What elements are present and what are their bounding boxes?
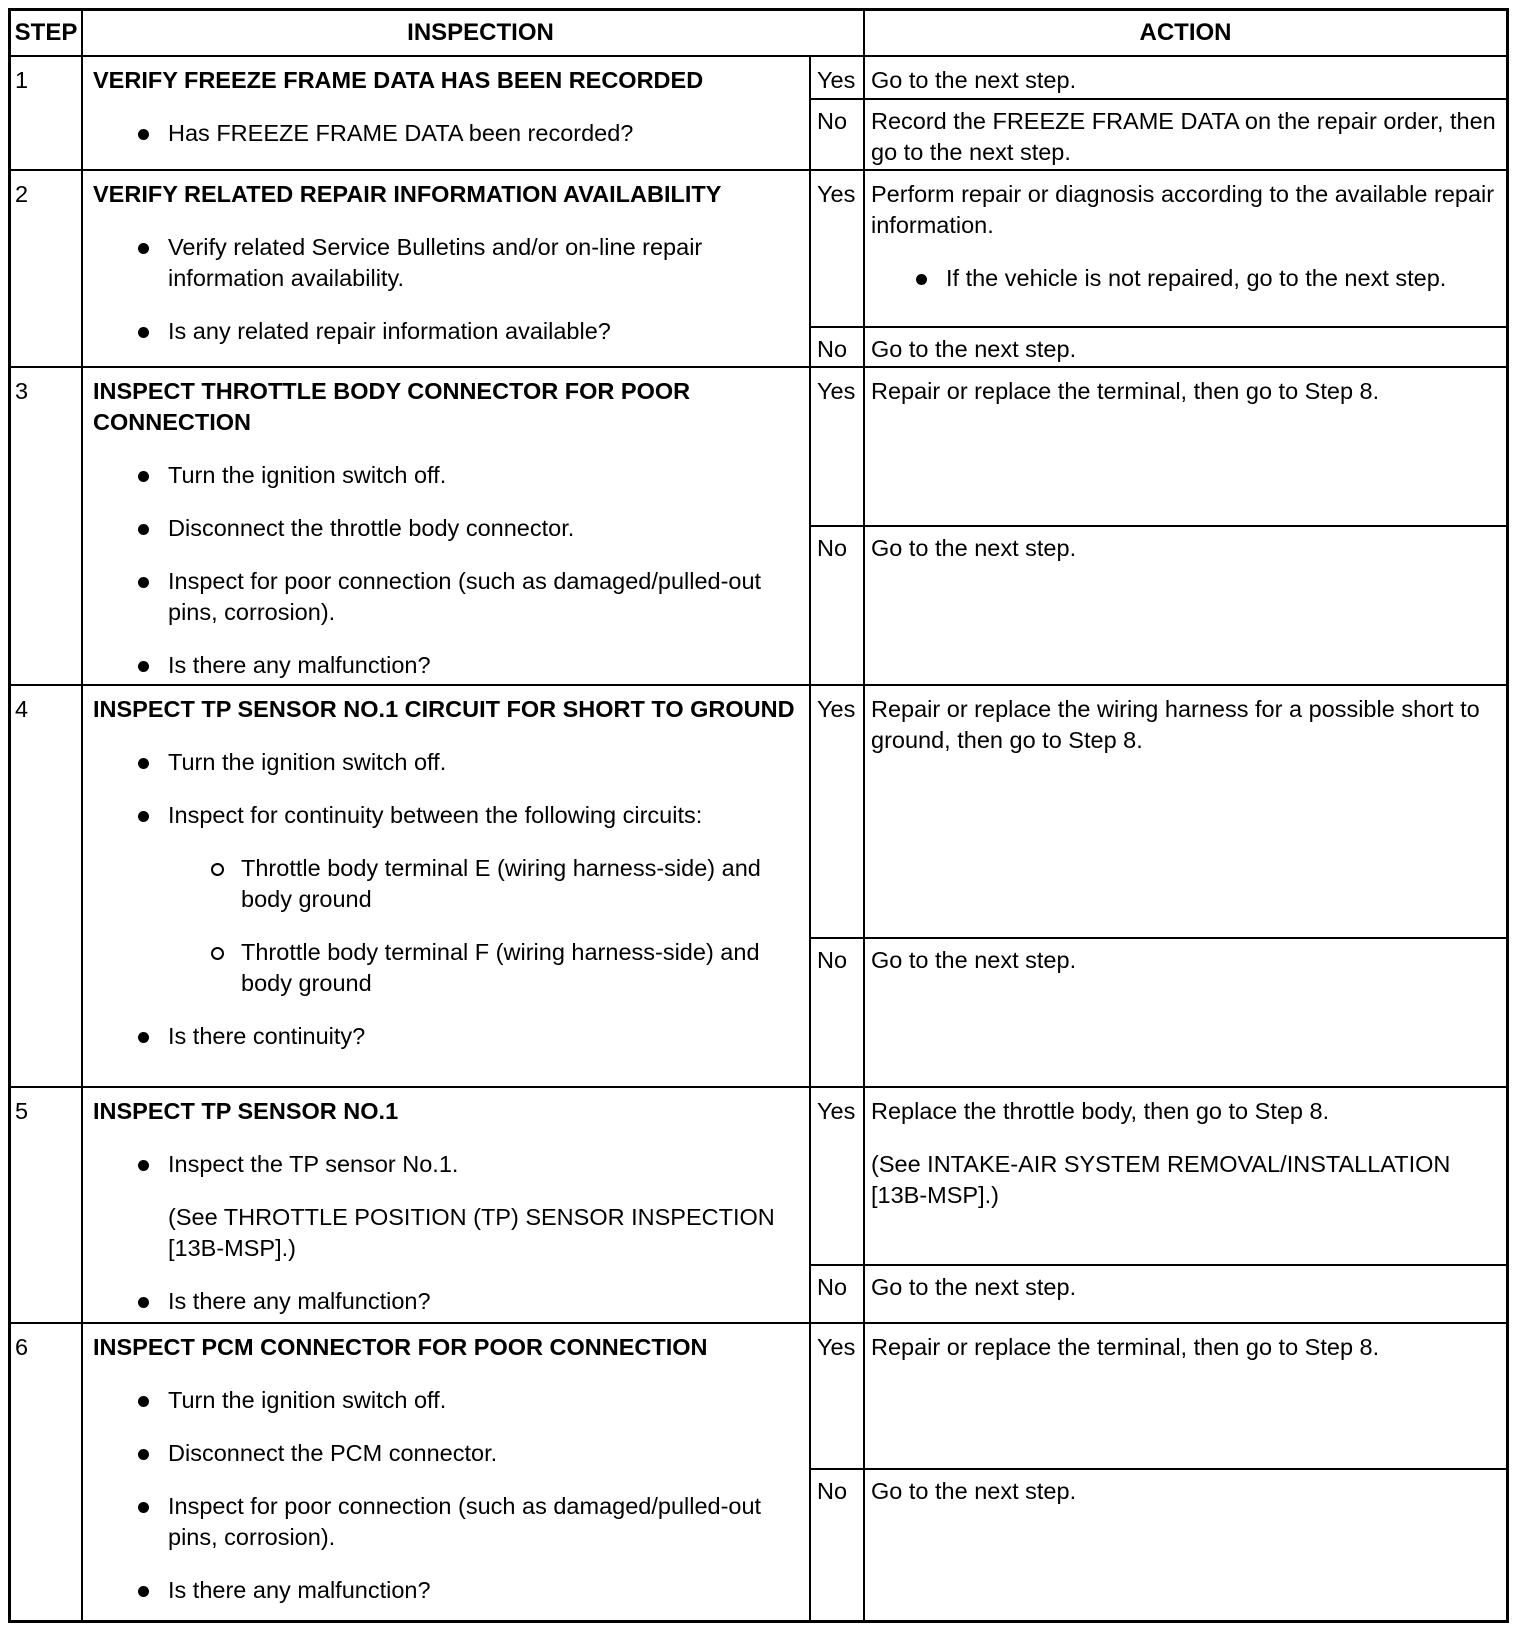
inspection-bullet: Has FREEZE FRAME DATA been recorded? (93, 118, 803, 149)
inspection-bullet: Is there any malfunction? (93, 1286, 803, 1317)
table-row (11, 684, 1506, 1086)
yes-action: Go to the next step. (871, 67, 1077, 93)
bullet-dot-icon (138, 1502, 149, 1513)
inspection-bullet: Turn the ignition switch off. (93, 460, 803, 491)
inspection-bullet: Inspect for poor connection (such as damaged/pulled-out pins, corrosion). (93, 1491, 803, 1553)
yes-label: Yes (817, 1334, 856, 1360)
bullet-ring-icon (211, 863, 224, 876)
yes-action: Repair or replace the terminal, then go to Step 8. (871, 1334, 1380, 1360)
inspection-note: (See THROTTLE POSITION (TP) SENSOR INSPECTION [13B-MSP].) (168, 1204, 775, 1261)
no-action: Go to the next step. (871, 1274, 1077, 1300)
yes-action: Replace the throttle body, then go to Step 8. (See INTAKE-AIR SYSTEM REMOVAL/INSTALLATION [13B-MSP].) (871, 1096, 1499, 1211)
yes-label: Yes (817, 378, 856, 404)
inspection-cell (93, 694, 803, 1052)
yes-action: Repair or replace the terminal, then go to Step 8. (871, 378, 1380, 404)
bullet-dot-icon (138, 1297, 149, 1308)
step-title: VERIFY FREEZE FRAME DATA HAS BEEN RECORDED (93, 67, 704, 93)
action-note: (See INTAKE-AIR SYSTEM REMOVAL/INSTALLATION [13B-MSP].) (871, 1151, 1451, 1208)
no-action: Go to the next step. (871, 947, 1077, 973)
bullet-dot-icon (138, 1396, 149, 1407)
bullet-dot-icon (138, 1032, 149, 1043)
bullet-dot-icon (138, 577, 149, 588)
table-row (11, 366, 1506, 684)
inspection-bullet: Is there any malfunction? (93, 1575, 803, 1606)
bullet-dot-icon (138, 661, 149, 672)
step-number: 4 (15, 696, 29, 722)
inspection-bullet: Inspect for continuity between the following circuits: (93, 800, 803, 831)
action-bullet: If the vehicle is not repaired, go to the next step. (871, 263, 1499, 294)
inspection-bullet: Disconnect the PCM connector. (93, 1438, 803, 1469)
table-row (11, 1322, 1506, 1620)
inspection-cell (93, 179, 803, 347)
table-row (11, 1086, 1506, 1322)
header-step: STEP (14, 19, 78, 46)
bullet-dot-icon (138, 327, 149, 338)
no-label: No (817, 108, 848, 134)
table-header-row (11, 11, 1506, 55)
yes-label: Yes (817, 696, 856, 722)
no-label: No (817, 1478, 848, 1504)
bullet-dot-icon (138, 471, 149, 482)
yes-action: Repair or replace the wiring harness for a possible short to ground, then go to Step 8. (871, 696, 1480, 753)
bullet-dot-icon (138, 129, 149, 140)
yes-label: Yes (817, 67, 856, 93)
bullet-dot-icon (138, 1586, 149, 1597)
step-number: 3 (15, 378, 29, 404)
inspection-sub-bullet: Throttle body terminal E (wiring harness-side) and body ground (93, 853, 803, 915)
inspection-bullet: Is any related repair information available? (93, 316, 803, 347)
bullet-ring-icon (211, 947, 224, 960)
header-action: ACTION (1139, 19, 1232, 46)
table-row (11, 169, 1506, 366)
bullet-dot-icon (916, 274, 927, 285)
no-label: No (817, 1274, 848, 1300)
bullet-dot-icon (138, 243, 149, 254)
step-title: INSPECT THROTTLE BODY CONNECTOR FOR POOR CONNECTION (93, 378, 691, 435)
bullet-dot-icon (138, 1449, 149, 1460)
inspection-cell (93, 1096, 803, 1317)
bullet-dot-icon (138, 524, 149, 535)
diagnostic-procedure-table (8, 8, 1509, 1623)
step-number: 6 (15, 1334, 29, 1360)
step-title: INSPECT TP SENSOR NO.1 CIRCUIT FOR SHORT TO GROUND (93, 696, 795, 722)
inspection-bullet: Is there any malfunction? (93, 650, 803, 681)
no-action: Go to the next step. (871, 1478, 1077, 1504)
yes-label: Yes (817, 181, 856, 207)
bullet-dot-icon (138, 1160, 149, 1171)
no-label: No (817, 535, 848, 561)
yes-action: Perform repair or diagnosis according to the available repair information. If the vehicle is not repaired, go to the next step. (871, 179, 1499, 294)
inspection-bullet: Turn the ignition switch off. (93, 1385, 803, 1416)
step-title: VERIFY RELATED REPAIR INFORMATION AVAILABILITY (93, 181, 722, 207)
yes-label: Yes (817, 1098, 856, 1124)
no-action: Go to the next step. (871, 336, 1077, 362)
step-number: 5 (15, 1098, 29, 1124)
inspection-bullet: Verify related Service Bulletins and/or on-line repair information availability. (93, 232, 803, 294)
step-number: 1 (15, 67, 29, 93)
table-row (11, 55, 1506, 169)
step-title: INSPECT TP SENSOR NO.1 (93, 1098, 399, 1124)
inspection-cell (93, 65, 803, 149)
no-action: Go to the next step. (871, 535, 1077, 561)
inspection-bullet: Disconnect the throttle body connector. (93, 513, 803, 544)
inspection-bullet: Inspect for poor connection (such as damaged/pulled-out pins, corrosion). (93, 566, 803, 628)
no-label: No (817, 336, 848, 362)
header-inspection: INSPECTION (407, 19, 554, 46)
no-label: No (817, 947, 848, 973)
inspection-sub-bullet: Throttle body terminal F (wiring harness-side) and body ground (93, 937, 803, 999)
inspection-bullet: Turn the ignition switch off. (93, 747, 803, 778)
inspection-cell (93, 376, 803, 681)
inspection-bullet: Inspect the TP sensor No.1. (93, 1149, 803, 1180)
inspection-bullet: Is there continuity? (93, 1021, 803, 1052)
bullet-dot-icon (138, 811, 149, 822)
step-title: INSPECT PCM CONNECTOR FOR POOR CONNECTION (93, 1334, 708, 1360)
bullet-dot-icon (138, 758, 149, 769)
inspection-cell (93, 1332, 803, 1606)
no-action: Record the FREEZE FRAME DATA on the repair order, then go to the next step. (871, 108, 1496, 165)
step-number: 2 (15, 181, 29, 207)
